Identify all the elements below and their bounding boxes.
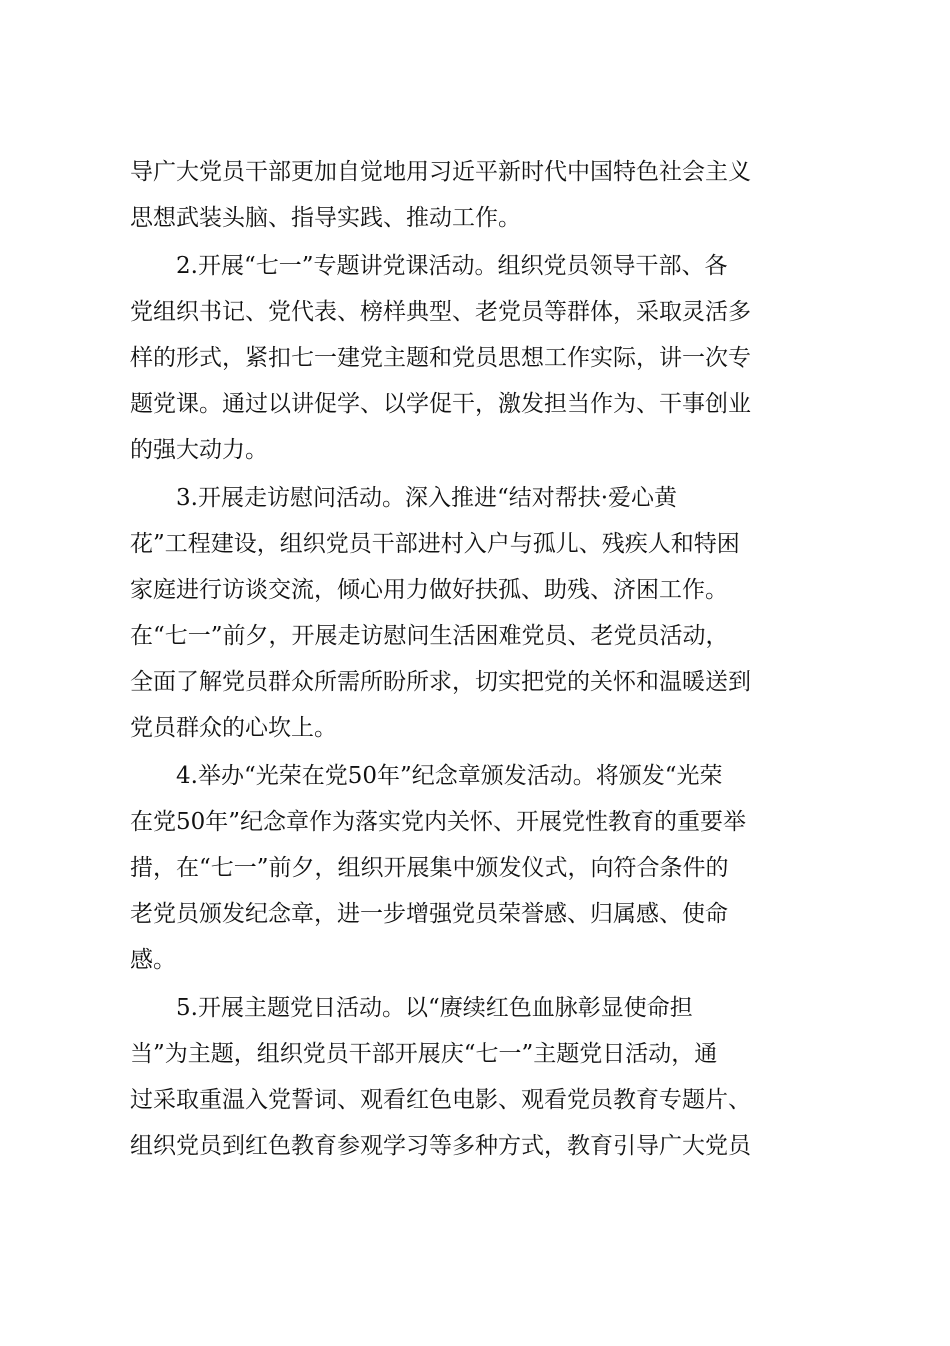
- text-line: 组织党员到红色教育参观学习等多种方式，教育引导广大党员: [130, 1133, 751, 1159]
- text-line: 题党课。通过以讲促学、以学促干，激发担当作为、干事创业: [130, 391, 751, 417]
- text-line: 在“七一”前夕，开展走访慰问生活困难党员、老党员活动，: [130, 623, 729, 649]
- text-line: 全面了解党员群众所需所盼所求，切实把党的关怀和温暖送到: [130, 669, 751, 695]
- text-line: 的强大动力。: [130, 437, 268, 463]
- text-line: 家庭进行访谈交流，倾心用力做好扶孤、助残、济困工作。: [130, 577, 728, 603]
- text-line: 党员群众的心坎上。: [130, 715, 337, 741]
- paragraph-5-heading: 5.开展主题党日活动。以“赓续红色血脉彰显使命担: [176, 995, 693, 1021]
- text-line: 思想武装头脑、指导实践、推动工作。: [130, 205, 521, 231]
- text-line: 措，在“七一”前夕，组织开展集中颁发仪式，向符合条件的: [130, 855, 729, 881]
- text-line: 过采取重温入党誓词、观看红色电影、观看党员教育专题片、: [130, 1087, 751, 1113]
- text-line: 老党员颁发纪念章，进一步增强党员荣誉感、归属感、使命: [130, 901, 728, 927]
- text-line: 在党50年”纪念章作为落实党内关怀、开展党性教育的重要举: [130, 809, 747, 835]
- text-line: 导广大党员干部更加自觉地用习近平新时代中国特色社会主义: [130, 159, 751, 185]
- paragraph-4-heading: 4.举办“光荣在党50年”纪念章颁发活动。将颁发“光荣: [176, 763, 723, 789]
- text-line: 当”为主题，组织党员干部开展庆“七一”主题党日活动，通: [130, 1041, 718, 1067]
- paragraph-2-heading: 2.开展“七一”专题讲党课活动。组织党员领导干部、各: [176, 253, 728, 279]
- text-line: 样的形式，紧扣七一建党主题和党员思想工作实际，讲一次专: [130, 345, 751, 371]
- text-line: 花”工程建设，组织党员干部进村入户与孤儿、残疾人和特困: [130, 531, 740, 557]
- text-line: 党组织书记、党代表、榜样典型、老党员等群体，采取灵活多: [130, 299, 751, 325]
- paragraph-3-heading: 3.开展走访慰问活动。深入推进“结对帮扶·爱心黄: [176, 485, 678, 511]
- text-line: 感。: [130, 947, 176, 973]
